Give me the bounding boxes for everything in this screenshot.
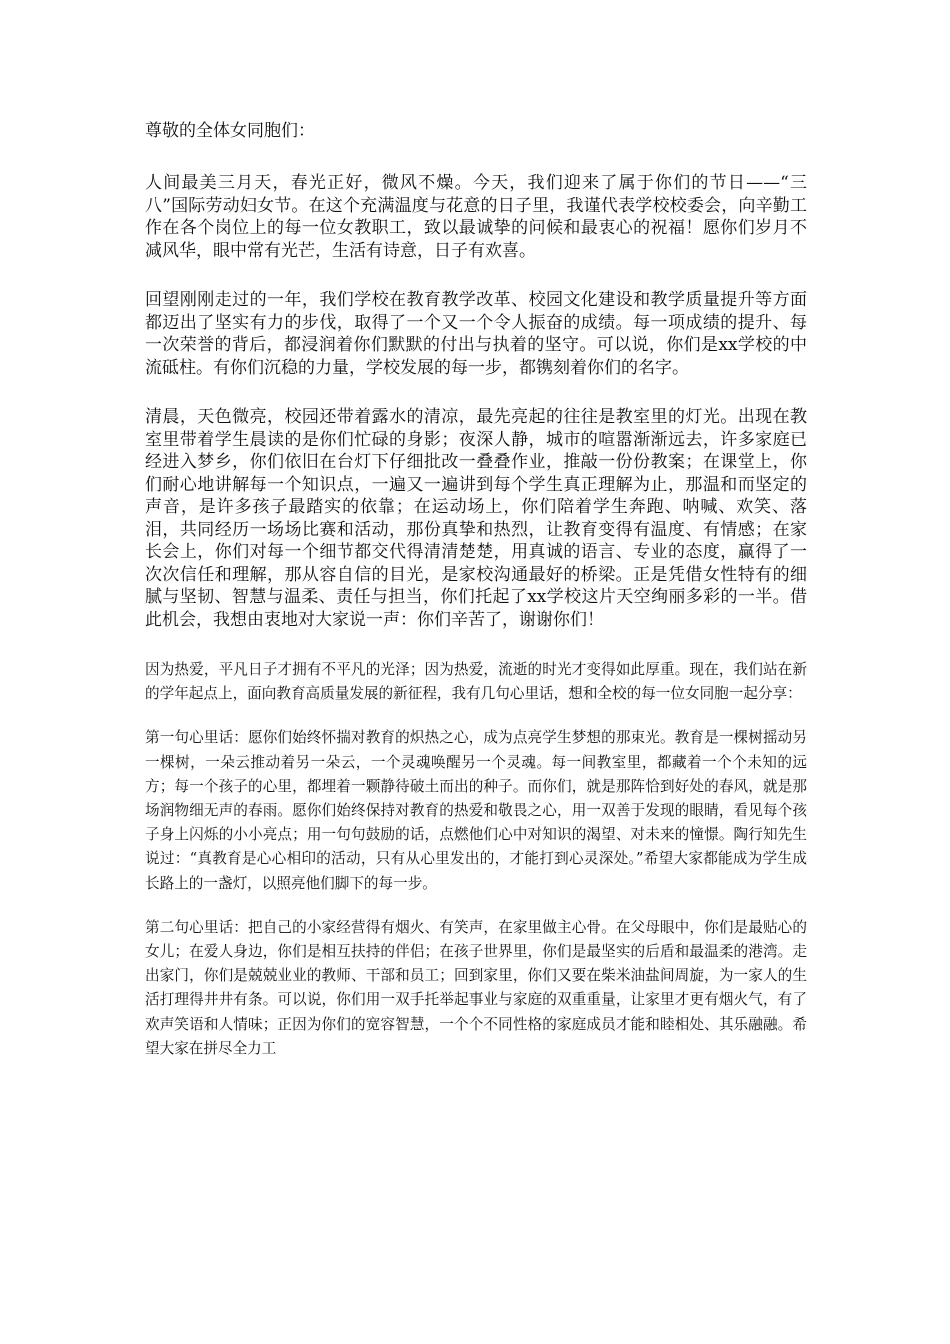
document-body [145,120,807,1081]
paragraph-daily-work: 清晨，天色微亮，校园还带着露水的清凉，最先亮起的往往是教室里的灯光。出现在教室里带着学生晨读的是你们忙碌的身影；夜深人静，城市的喧嚣渐渐远去，许多家庭已经进入梦乡，你们依旧在台灯下仔细批改一叠叠作业，推敲一份份教案；在课堂上，你们耐心地讲解每一个知识点，一遍又一遍讲到每个学生真正理解为止，那温和而坚定的声音，是许多孩子最踏实的依靠；在运动场上，你们陪着学生奔跑、呐喊、欢笑、落泪，共同经历一场场比赛和活动，那份真挚和热烈，让教育变得有温度、有情感；在家长会上，你们对每一个细节都交代得清清楚楚，用真诚的语言、专业的态度，赢得了一次次信任和理解，那从容自信的目光，是家校沟通最好的桥梁。正是凭借女性特有的细腻与坚韧、智慧与温柔、责任与担当，你们托起了xx学校这片天空绚丽多彩的一半。借此机会，我想由衷地对大家说一声：你们辛苦了，谢谢你们！ [145,407,807,630]
paragraph-review: 回望刚刚走过的一年，我们学校在教育教学改革、校园文化建设和教学质量提升等方面都迈出了坚实有力的步伐，取得了一个又一个令人振奋的成绩。每一项成绩的提升、每一次荣誉的背后，都浸润着你们默默的付出与执着的坚守。可以说，你们是xx学校的中流砥柱。有你们沉稳的力量，学校发展的每一步，都镌刻着你们的名字。 [145,290,807,378]
paragraph-greeting: 人间最美三月天，春光正好，微风不燥。今天，我们迎来了属于你们的节日——“三八”国际劳动妇女节。在这个充满温度与花意的日子里，我谨代表学校校委会，向辛勤工作在各个岗位上的每一位女教职工，致以最诚挚的问候和最衷心的祝福！愿你们岁月不减风华，眼中常有光芒，生活有诗意，日子有欢喜。 [145,173,807,261]
salutation: 尊敬的全体女同胞们： [145,121,315,141]
paragraph-introduction: 因为热爱，平凡日子才拥有不平凡的光泽；因为热爱，流逝的时光才变得如此厚重。现在，我们站在新的学年起点上，面向教育高质量发展的新征程，我有几句心里话，想和全校的每一位女同胞一起分享： [145,661,807,703]
paragraph-second-wish: 第二句心里话：把自己的小家经营得有烟火、有笑声，在家里做主心骨。在父母眼中，你们是最贴心的女儿；在爱人身边，你们是相互扶持的伴侣；在孩子世界里，你们是最坚实的后盾和最温柔的港湾。走出家门，你们是兢兢业业的教师、干部和员工；回到家里，你们又要在柴米油盐间周旋，为一家人的生活打理得井井有条。可以说，你们用一双手托举起事业与家庭的双重重量，让家里才更有烟火气，有了欢声笑语和人情味；正因为你们的宽容智慧，一个个不同性格的家庭成员才能和睦相处、其乐融融。希望大家在拼尽全力工 [145,918,807,1057]
paragraph-first-wish: 第一句心里话：愿你们始终怀揣对教育的炽热之心，成为点亮学生梦想的那束光。教育是一棵树摇动另一棵树，一朵云推动着另一朵云，一个灵魂唤醒另一个灵魂。每一间教室里，都藏着一个个未知的远方；每一个孩子的心里，都埋着一颗静待破土而出的种子。而你们，就是那阵恰到好处的春风，就是那场润物细无声的春雨。愿你们始终保持对教育的热爱和敬畏之心，用一双善于发现的眼睛，看见每个孩子身上闪烁的小小亮点；用一句句鼓励的话，点燃他们心中对知识的渴望、对未来的憧憬。陶行知先生说过：“真教育是心心相印的活动，只有从心里发出的，才能打到心灵深处。”希望大家都能成为学生成长路上的一盏灯，以照亮他们脚下的每一步。 [145,729,807,892]
